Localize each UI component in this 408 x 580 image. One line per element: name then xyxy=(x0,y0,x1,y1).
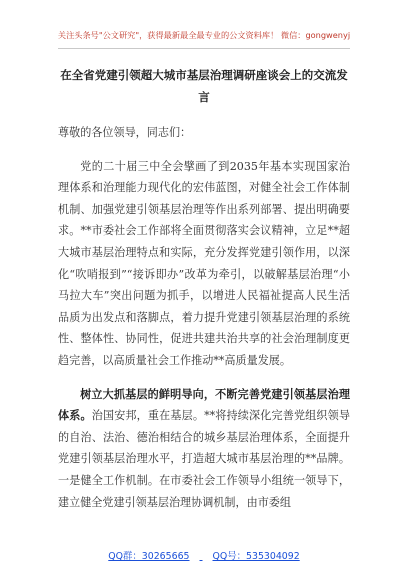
section-heading: 树立大抓基层的鲜明导向，不断完善党建引领基层治理体系。 xyxy=(58,387,350,423)
document-title: 在全省党建引领超大城市基层治理调研座谈会上的交流发言 xyxy=(60,68,348,104)
salutation: 尊敬的各位领导，同志们： xyxy=(58,126,192,139)
header-divider xyxy=(58,48,350,49)
header-banner: 关注头条号"公文研究"，获得最新最全最专业的公文资料库！ 微信：gongwenyj xyxy=(57,30,351,40)
document-body xyxy=(58,122,350,513)
footer-contact xyxy=(58,548,350,562)
paragraph-section-1 xyxy=(58,384,350,514)
paragraph-intro: 党的二十届三中全会擘画了到2035年基本实现国家治理体系和治理能力现代化的宏伟蓝图，对健全社会工作体制机制、加强党建引领基层治理等作出系列部署、提出明确要求。**市委社会工作部将全面贯彻落实会议精神，立足**超大城市基层治理特点和实际，充分发挥党建引领作用，以深化“吹哨报到”“接诉即办”改革为牵引，以破解基层治理“小马拉大车”突出问题为抓手，以增进人民福祉提高人民生活品质为出发点和落脚点，着力提升党建引领基层治理的系统性、整体性、协同性，促进共建共治共享的社会治理制度更趋完善，以高质量社会工作推动**高质量发展。 xyxy=(58,159,350,367)
section-text: 治国安邦，重在基层。**将持续深化完善党组织领导的自治、法治、德治相结合的城乡基层治理体系，全面提升党建引领基层治理水平，打造超大城市基层治理的**品牌。一是健全工作机制。在市委社会工作领导小组统一领导下，建立健全党建引领基层治理协调机制，由市委组 xyxy=(58,409,350,509)
qq-group: QQ群：30265665 xyxy=(108,551,190,562)
qq-number: QQ号：535304092 xyxy=(212,551,300,562)
